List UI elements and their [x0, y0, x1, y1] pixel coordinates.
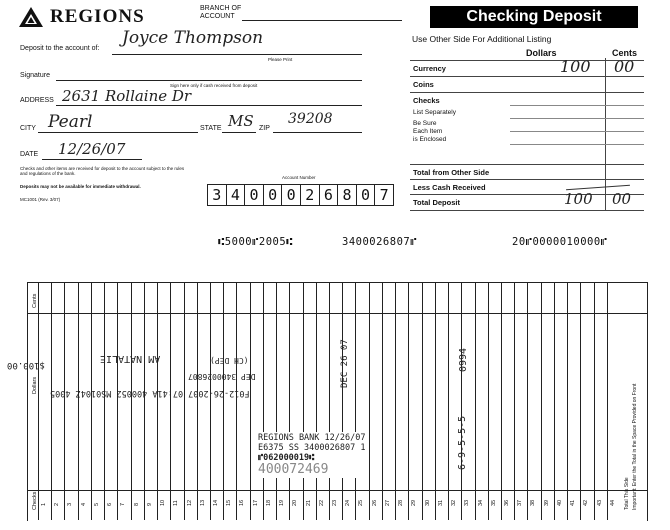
back-column-number: 23 — [332, 499, 338, 506]
back-column-number: 39 — [543, 499, 550, 506]
back-column-line — [567, 282, 568, 520]
please-print-note: Please Print — [268, 57, 293, 62]
back-column-line — [514, 282, 515, 520]
back-column-number: 41 — [570, 499, 577, 506]
back-date-stamp: DEC 26 07 — [340, 339, 350, 388]
back-column-line — [527, 282, 528, 520]
coins-label: Coins — [413, 80, 434, 89]
back-column-line — [303, 282, 304, 520]
back-stamp-dep: (CH DEP) — [210, 356, 249, 365]
back-column-line — [184, 282, 185, 520]
name-line — [112, 54, 362, 55]
back-column-line — [342, 282, 343, 520]
back-column-line — [104, 282, 105, 520]
cents-label: Cents — [612, 48, 638, 58]
back-column-line — [369, 282, 370, 520]
branch-line — [242, 20, 402, 21]
less-cash-label: Less Cash Received — [413, 183, 486, 192]
back-column-line — [51, 282, 52, 520]
back-amount: $100.00 — [7, 360, 45, 370]
checks-label: Checks — [413, 96, 440, 105]
be-sure-note: Be Sure — [413, 120, 437, 127]
back-column-number: 25 — [358, 499, 365, 506]
back-column-line — [435, 282, 436, 520]
back-column-line — [594, 282, 595, 520]
back-column-line — [276, 282, 277, 520]
coins-row — [410, 76, 644, 92]
back-column-line — [91, 282, 92, 520]
back-stamp-ref: DEP 3400026807 — [188, 372, 256, 381]
back-column-number: 4 — [80, 502, 87, 506]
each-item-note: Each Item — [413, 128, 443, 135]
back-column-line — [170, 282, 171, 520]
account-digit: 7 — [379, 186, 389, 204]
back-column-line — [289, 282, 290, 520]
back-column-line — [461, 282, 462, 520]
account-number-label: Account Number — [282, 175, 316, 180]
back-column-number: 20 — [292, 499, 299, 506]
total-dollars: 100 — [564, 190, 593, 208]
depositor-name: Joyce Thompson — [122, 28, 264, 48]
signature-line — [56, 80, 362, 81]
receipt-stamp — [256, 432, 367, 478]
total-other-side-row — [410, 164, 644, 180]
back-column-line — [78, 282, 79, 520]
back-column-line — [607, 282, 608, 520]
back-column-line — [501, 282, 502, 520]
back-column-line — [210, 282, 211, 520]
currency-cents: 00 — [614, 57, 635, 76]
availability-note: Deposits may not be available for immediate withdrawal. — [20, 184, 141, 189]
back-column-line — [488, 282, 489, 520]
list-separately-note: List Separately — [413, 109, 456, 116]
back-column-number: 33 — [464, 499, 471, 506]
back-column-number: 42 — [583, 499, 590, 506]
back-column-line — [316, 282, 317, 520]
total-this-side-label: Total This Side — [624, 477, 630, 510]
currency-dollars: 100 — [560, 57, 591, 76]
receipt-line-1: REGIONS BANK 12/26/07 — [258, 433, 366, 443]
checking-deposit-title: Checking Deposit — [430, 6, 638, 28]
city-value: Pearl — [48, 112, 93, 132]
back-column-number: 13 — [199, 499, 206, 506]
back-column-number: 6 — [107, 502, 114, 506]
account-digit: 8 — [338, 185, 357, 205]
back-dollars-label: Dollars — [32, 376, 38, 394]
account-digit: 0 — [282, 185, 301, 205]
date-value: 12/26/07 — [58, 140, 126, 158]
account-digit: 4 — [227, 185, 246, 205]
back-column-line — [223, 282, 224, 520]
city-line — [38, 132, 198, 133]
back-cents-label: Cents — [32, 293, 38, 308]
account-digit: 2 — [301, 185, 320, 205]
receipt-line-3: ⑈062000019⑆ — [258, 453, 315, 463]
other-side-note: Use Other Side For Additional Listing — [412, 34, 552, 44]
account-number-boxes — [207, 184, 394, 206]
total-deposit-label: Total Deposit — [413, 198, 460, 207]
back-column-line — [250, 282, 251, 520]
back-column-line — [355, 282, 356, 520]
back-seq-stamp: 0994 — [458, 347, 469, 372]
back-column-number: 15 — [226, 499, 233, 506]
important-note: Important: Enter the Total in the Space Provided on Front — [632, 383, 638, 510]
back-column-line — [157, 282, 158, 520]
account-digit: 3 — [208, 185, 227, 205]
back-column-line — [554, 282, 555, 520]
micr-account: 3400026807⑈ — [342, 236, 418, 248]
regions-pyramid-icon — [18, 6, 44, 28]
state-line — [222, 132, 256, 133]
account-digit: 6 — [320, 185, 339, 205]
back-name: AM NATALIE — [100, 353, 161, 364]
back-column-number: 32 — [451, 499, 458, 506]
back-column-number: 26 — [371, 499, 378, 506]
city-label: CITY — [20, 125, 36, 132]
receipt-line-4: 400072469 — [258, 462, 329, 477]
back-column-number: 38 — [530, 499, 537, 506]
back-column-line — [475, 282, 476, 520]
fine-print: Checks and other items are received for deposit to the account subject to the rules and regulations of the bank. — [20, 166, 185, 176]
back-column-number: 40 — [556, 499, 563, 506]
back-column-number: 27 — [384, 499, 391, 506]
back-column-number: 1 — [41, 502, 47, 506]
form-number: MC1001 (Rev. 3/07) — [20, 197, 61, 202]
back-column-number: 34 — [477, 499, 484, 506]
signature-note: Sign here only if cash received from deposit — [170, 83, 258, 88]
address-value: 2631 Rollaine Dr — [62, 87, 192, 105]
back-column-number: 9 — [146, 502, 153, 506]
total-deposit-row — [410, 194, 644, 210]
account-digit: 0 — [357, 185, 376, 205]
back-column-line — [329, 282, 330, 520]
back-column-number: 18 — [265, 499, 272, 506]
back-column-number: 21 — [305, 499, 312, 506]
back-column-number: 2 — [54, 502, 61, 506]
back-column-number: 5 — [93, 502, 100, 506]
back-column-number: 30 — [424, 499, 431, 506]
address-label: ADDRESS — [20, 97, 54, 104]
back-column-line — [131, 282, 132, 520]
back-column-line — [144, 282, 145, 520]
back-column-line — [64, 282, 65, 520]
back-column-line — [38, 282, 39, 520]
back-column-line — [448, 282, 449, 520]
zip-value: 39208 — [288, 111, 333, 127]
back-column-number: 11 — [173, 500, 180, 506]
back-column-number: 16 — [239, 499, 246, 506]
back-column-line — [197, 282, 198, 520]
back-column-line — [382, 282, 383, 520]
back-column-number: 7 — [120, 502, 127, 506]
back-column-number: 44 — [609, 499, 616, 506]
back-checks-label: Checks — [32, 491, 38, 510]
back-column-number: 12 — [186, 499, 193, 506]
back-column-line — [117, 282, 118, 520]
back-column-number: 19 — [279, 499, 286, 506]
back-column-line — [541, 282, 542, 520]
total-cents: 00 — [612, 190, 632, 208]
back-column-number: 3 — [67, 502, 74, 506]
currency-row — [410, 60, 644, 76]
micr-routing: ⑆5000⑈2005⑆ — [218, 236, 293, 248]
micr-amount: 20⑈0000010000⑈ — [512, 236, 608, 248]
receipt-line-2: E6375 SS 3400026807 1 — [258, 443, 366, 453]
regions-logo — [18, 6, 145, 28]
back-column-number: 22 — [318, 499, 325, 506]
back-column-number: 43 — [596, 499, 603, 506]
back-column-line — [422, 282, 423, 520]
address-line — [56, 105, 362, 106]
account-digit: 0 — [245, 185, 264, 205]
account-digit: 0 — [264, 185, 283, 205]
back-column-line — [408, 282, 409, 520]
back-stamp-code: F012-26-2007 07:41A 400052 MS0104Z 4005 — [50, 388, 250, 398]
back-column-line — [236, 282, 237, 520]
back-vertical-numbers: 6-9-5-5-5 — [457, 415, 468, 470]
back-column-number: 24 — [345, 499, 352, 506]
date-label: DATE — [20, 151, 39, 158]
is-enclosed-note: is Enclosed — [413, 136, 447, 143]
currency-label: Currency — [413, 64, 446, 73]
back-column-number: 31 — [437, 499, 444, 506]
back-column-number: 36 — [503, 499, 510, 506]
zip-label: ZIP — [259, 125, 270, 132]
back-column-number: 10 — [160, 499, 167, 506]
back-column-number: 35 — [490, 499, 497, 506]
date-line — [42, 159, 142, 160]
back-column-number: 8 — [133, 502, 140, 506]
bank-name: REGIONS — [50, 6, 145, 27]
deposit-to-label: Deposit to the account of: — [20, 45, 100, 52]
dollars-label: Dollars — [526, 48, 557, 58]
signature-label: Signature — [20, 72, 50, 79]
back-column-number: 29 — [411, 499, 418, 506]
back-column-line — [580, 282, 581, 520]
back-column-number: 17 — [252, 499, 259, 506]
back-column-line — [263, 282, 264, 520]
zip-line — [273, 132, 362, 133]
checks-row — [410, 92, 644, 157]
back-column-number: 37 — [517, 499, 524, 506]
branch-label: BRANCH OF ACCOUNT — [200, 5, 242, 20]
back-column-line — [395, 282, 396, 520]
back-column-number: 14 — [212, 499, 219, 506]
back-column-number: 28 — [398, 499, 405, 506]
total-other-side-label: Total from Other Side — [413, 168, 490, 177]
state-value: MS — [228, 112, 254, 130]
state-label: STATE — [200, 125, 222, 132]
